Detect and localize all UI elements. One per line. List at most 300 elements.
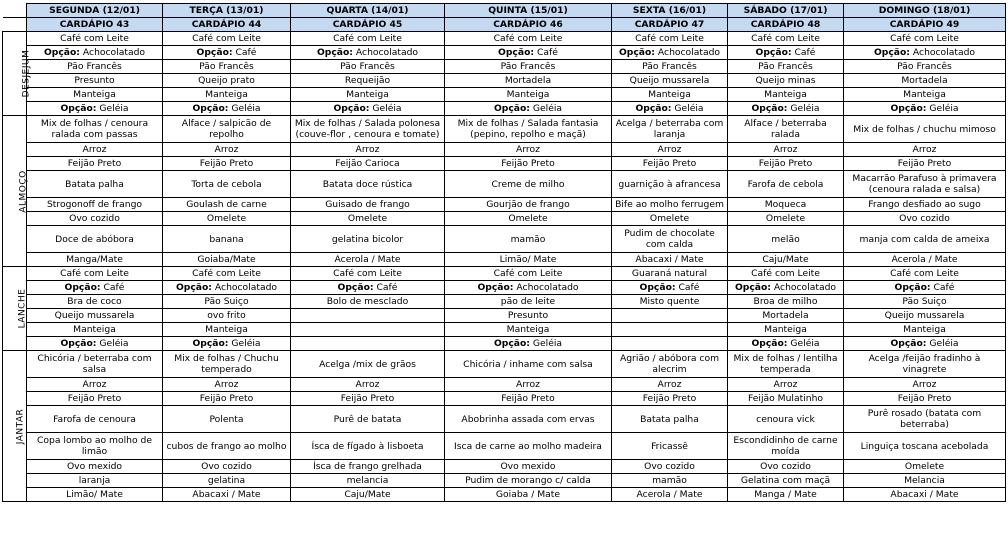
option-value: Achocolatado — [909, 47, 976, 58]
menu-cell: Manteiga — [291, 88, 445, 102]
menu-row — [3, 392, 1006, 406]
menu-cell: Ísca de fígado à lisboeta — [291, 433, 445, 460]
option-label: Opção: — [751, 338, 788, 349]
option-value: Geléia — [926, 338, 959, 349]
menu-cell: Feijão Preto — [163, 392, 291, 406]
menu-cell: Pão Suiço — [163, 295, 291, 309]
menu-cell: Café com Leite — [27, 32, 163, 46]
menu-cell: Arroz — [445, 143, 612, 157]
menu-cell: Pão Francês — [163, 60, 291, 74]
menu-cell: cenoura vick — [728, 406, 844, 433]
menu-cell: Ovo cozido — [844, 212, 1006, 226]
menu-cell: Café com Leite — [27, 267, 163, 281]
menu-cell: Bolo de mesclado — [291, 295, 445, 309]
menu-cell — [728, 102, 844, 116]
menu-cell: Café com Leite — [728, 32, 844, 46]
menu-cell — [445, 281, 612, 295]
option-value: Café — [100, 282, 125, 293]
option-label: Opção: — [64, 282, 101, 293]
menu-cell: Escondidinho de carne moída — [728, 433, 844, 460]
menu-cell: Melancia — [844, 474, 1006, 488]
option-label: Opção: — [477, 282, 514, 293]
option-value: Achocolatado — [513, 282, 579, 293]
menu-cell: Strogonoff de frango — [27, 198, 163, 212]
menu-cell — [445, 102, 612, 116]
option-label: Opção: — [192, 338, 229, 349]
menu-cell: melancia — [291, 474, 445, 488]
menu-row — [3, 60, 1006, 74]
header-corner — [3, 4, 27, 18]
menu-cell: Mix de folhas / Chuchu temperado — [163, 351, 291, 378]
menu-cell: Presunto — [27, 74, 163, 88]
menu-cell — [612, 323, 728, 337]
menu-number-header: CARDÁPIO 46 — [445, 18, 612, 32]
menu-cell — [163, 337, 291, 351]
option-value: Café — [373, 282, 398, 293]
option-label: Opção: — [873, 47, 910, 58]
menu-row — [3, 267, 1006, 281]
menu-cell: Café com Leite — [445, 32, 612, 46]
menu-cell: Acerola / Mate — [612, 488, 728, 502]
menu-row — [3, 295, 1006, 309]
menu-cell: Omelete — [163, 212, 291, 226]
menu-cell — [163, 46, 291, 60]
menu-cell: Mix de folhas / Salada fantasia (pepino, repolho e maçã) — [445, 116, 612, 143]
menu-cell: Feijão Preto — [163, 157, 291, 171]
menu-cell: Abobrinha assada com ervas — [445, 406, 612, 433]
option-label: Opção: — [333, 103, 370, 114]
menu-cell — [27, 281, 163, 295]
menu-row — [3, 116, 1006, 143]
menu-number-header: CARDÁPIO 47 — [612, 18, 728, 32]
menu-cell: Queijo mussarela — [27, 309, 163, 323]
menu-cell: Agrião / abóbora com alecrim — [612, 351, 728, 378]
menu-cell: Moqueca — [728, 198, 844, 212]
menu-cell: Chicória / inhame com salsa — [445, 351, 612, 378]
menu-cell: Pudim de morango c/ calda — [445, 474, 612, 488]
menu-cell: Farofa de cebola — [728, 171, 844, 198]
menu-cell — [844, 102, 1006, 116]
menu-cell: Manga / Mate — [728, 488, 844, 502]
option-value: Achocolatado — [654, 47, 721, 58]
menu-cell: Pão Francês — [291, 60, 445, 74]
option-label: Opção: — [43, 47, 80, 58]
meal-section-text: JANTAR — [15, 408, 26, 444]
menu-cell — [728, 281, 844, 295]
menu-cell: Torta de cebola — [163, 171, 291, 198]
menu-row — [3, 88, 1006, 102]
menu-row — [3, 309, 1006, 323]
menu-cell: Manteiga — [728, 323, 844, 337]
menu-cell: Feijão Carioca — [291, 157, 445, 171]
menu-cell: Requeijão — [291, 74, 445, 88]
menu-cell: Ovo mexido — [445, 460, 612, 474]
menu-cell: Manteiga — [728, 88, 844, 102]
menu-cell: Omelete — [612, 212, 728, 226]
menu-cell: Arroz — [27, 143, 163, 157]
option-value: Café — [791, 47, 816, 58]
menu-cell: Alface / beterraba ralada — [728, 116, 844, 143]
menu-cell — [291, 281, 445, 295]
header-corner — [3, 18, 27, 32]
menu-cell: Queijo mussarela — [844, 309, 1006, 323]
menu-cell: Isca de carne ao molho madeira — [445, 433, 612, 460]
option-label: Opção: — [734, 282, 771, 293]
menu-cell: guarnição à afrancesa — [612, 171, 728, 198]
option-label: Opção: — [316, 47, 353, 58]
menu-cell: Arroz — [612, 143, 728, 157]
menu-cell: Mix de folhas / Salada polonesa (couve-flor , cenoura e tomate) — [291, 116, 445, 143]
menu-cell: Pão Francês — [445, 60, 612, 74]
menu-cell: Arroz — [163, 143, 291, 157]
menu-cell: Frango desfiado ao sugo — [844, 198, 1006, 212]
menu-row — [3, 143, 1006, 157]
menu-cell: Omelete — [844, 460, 1006, 474]
menu-row — [3, 212, 1006, 226]
menu-cell: Mortadela — [728, 309, 844, 323]
option-value: Geléia — [529, 338, 563, 349]
menu-cell: Manteiga — [163, 323, 291, 337]
option-value: Café — [534, 47, 558, 58]
menu-cell: Misto quente — [612, 295, 728, 309]
menu-cell: Broa de milho — [728, 295, 844, 309]
menu-row — [3, 433, 1006, 460]
menu-cell — [728, 46, 844, 60]
menu-cell: Omelete — [728, 212, 844, 226]
option-value: Geléia — [787, 338, 820, 349]
menu-cell: Pão Francês — [844, 60, 1006, 74]
menu-cell: Feijão Preto — [844, 157, 1006, 171]
option-value: Geléia — [228, 338, 261, 349]
day-header: DOMINGO (18/01) — [844, 4, 1006, 18]
option-value: Geléia — [228, 103, 261, 114]
meal-section-label — [3, 116, 27, 267]
menu-cell: Mortadela — [445, 74, 612, 88]
menu-cell: Guaraná natural — [612, 267, 728, 281]
option-value: Geléia — [369, 103, 402, 114]
option-label: Opção: — [60, 338, 97, 349]
meal-section-label — [3, 267, 27, 351]
menu-cell: Manteiga — [27, 88, 163, 102]
menu-row — [3, 157, 1006, 171]
menu-cell: Feijão Preto — [728, 157, 844, 171]
option-label: Opção: — [894, 282, 931, 293]
menu-cell: Goiaba/Mate — [163, 253, 291, 267]
menu-number-header: CARDÁPIO 43 — [27, 18, 163, 32]
menu-cell: laranja — [27, 474, 163, 488]
menu-cell: Feijão Preto — [445, 157, 612, 171]
menu-cell: Mix de folhas / lentilha temperada — [728, 351, 844, 378]
menu-cell: Pudim de chocolate com calda — [612, 226, 728, 253]
menu-cell: Feijão Preto — [612, 392, 728, 406]
menu-cell: Farofa de cenoura — [27, 406, 163, 433]
option-label: Opção: — [498, 47, 535, 58]
menu-row — [3, 74, 1006, 88]
menu-row — [3, 102, 1006, 116]
menu-cell: cubos de frango ao molho — [163, 433, 291, 460]
menu-cell: Queijo prato — [163, 74, 291, 88]
day-header: QUARTA (14/01) — [291, 4, 445, 18]
menu-cell: Purê rosado (batata com beterraba) — [844, 406, 1006, 433]
menu-cell: Pão Francês — [728, 60, 844, 74]
menu-cell: Queijo minas — [728, 74, 844, 88]
menu-cell: manja com calda de ameixa — [844, 226, 1006, 253]
menu-cell: Ovo cozido — [728, 460, 844, 474]
day-header: SÁBADO (17/01) — [728, 4, 844, 18]
option-value: Geléia — [96, 103, 129, 114]
menu-cell: gelatina — [163, 474, 291, 488]
menu-cell: Queijo mussarela — [612, 74, 728, 88]
menu-cell: Arroz — [445, 378, 612, 392]
menu-row — [3, 351, 1006, 378]
menu-cell: Caju/Mate — [728, 253, 844, 267]
menu-cell: Manteiga — [445, 88, 612, 102]
menu-cell: banana — [163, 226, 291, 253]
option-value: Geléia — [787, 103, 820, 114]
menu-cell: Gelatina com maçã — [728, 474, 844, 488]
day-header: TERÇA (13/01) — [163, 4, 291, 18]
menu-cell: Fricassê — [612, 433, 728, 460]
menu-cell: Doce de abóbora — [27, 226, 163, 253]
option-label: Opção: — [493, 103, 530, 114]
menu-cell: Manteiga — [445, 323, 612, 337]
menu-row — [3, 488, 1006, 502]
option-label: Opção: — [890, 103, 927, 114]
menu-cell — [163, 102, 291, 116]
menu-cell: Mortadela — [844, 74, 1006, 88]
menu-cell: Ísca de frango grelhada — [291, 460, 445, 474]
menu-cell — [291, 102, 445, 116]
menu-cell — [612, 102, 728, 116]
menu-cell: Arroz — [27, 378, 163, 392]
menu-number-header: CARDÁPIO 45 — [291, 18, 445, 32]
menu-cell: Manteiga — [844, 88, 1006, 102]
menu-cell — [612, 337, 728, 351]
option-value: Achocolatado — [79, 47, 146, 58]
menu-cell: Arroz — [291, 143, 445, 157]
menu-cell — [612, 46, 728, 60]
weekly-menu-table — [2, 3, 1006, 502]
menu-cell: Acerola / Mate — [291, 253, 445, 267]
menu-row — [3, 46, 1006, 60]
menu-cell: Linguiça toscana acebolada — [844, 433, 1006, 460]
menu-row — [3, 474, 1006, 488]
menu-cell: Presunto — [445, 309, 612, 323]
menu-cell: Omelete — [445, 212, 612, 226]
menu-cell: Copa lombo ao molho de limão — [27, 433, 163, 460]
menu-cell — [27, 337, 163, 351]
menu-cell: Pão Francês — [27, 60, 163, 74]
day-header-row — [3, 4, 1006, 18]
menu-cell: Arroz — [728, 378, 844, 392]
menu-cell: Bife ao molho ferrugem — [612, 198, 728, 212]
menu-cell: Caju/Mate — [291, 488, 445, 502]
menu-row — [3, 460, 1006, 474]
menu-cell — [445, 46, 612, 60]
menu-cell — [844, 337, 1006, 351]
menu-cell: Arroz — [844, 143, 1006, 157]
menu-cell: Creme de milho — [445, 171, 612, 198]
meal-section-text: LANCHE — [17, 288, 28, 329]
menu-number-row — [3, 18, 1006, 32]
menu-cell: Manga/Mate — [27, 253, 163, 267]
option-label: Opção: — [337, 282, 374, 293]
menu-row — [3, 323, 1006, 337]
menu-cell: Manteiga — [844, 323, 1006, 337]
menu-row — [3, 32, 1006, 46]
meal-section-label — [3, 351, 27, 502]
menu-cell: Feijão Preto — [612, 157, 728, 171]
menu-cell: Gourjão de frango — [445, 198, 612, 212]
menu-row — [3, 253, 1006, 267]
option-value: Café — [675, 282, 700, 293]
menu-cell: Pão Francês — [612, 60, 728, 74]
menu-cell — [844, 46, 1006, 60]
option-value: Achocolatado — [352, 47, 419, 58]
menu-cell: Café com Leite — [612, 32, 728, 46]
menu-cell: Acelga / beterraba com laranja — [612, 116, 728, 143]
menu-cell: Feijão Preto — [27, 392, 163, 406]
menu-cell — [27, 102, 163, 116]
day-header: SEXTA (16/01) — [612, 4, 728, 18]
menu-cell — [163, 281, 291, 295]
option-label: Opção: — [755, 47, 792, 58]
menu-cell: Arroz — [844, 378, 1006, 392]
option-value: Geléia — [671, 103, 704, 114]
menu-cell — [844, 281, 1006, 295]
option-label: Opção: — [192, 103, 229, 114]
menu-number-header: CARDÁPIO 44 — [163, 18, 291, 32]
option-label: Opção: — [635, 103, 672, 114]
menu-cell: Omelete — [291, 212, 445, 226]
menu-cell — [291, 323, 445, 337]
menu-cell: Café com Leite — [844, 267, 1006, 281]
menu-cell: Limão/ Mate — [27, 488, 163, 502]
option-value: Café — [930, 282, 955, 293]
menu-cell — [612, 309, 728, 323]
menu-cell: Ovo cozido — [27, 212, 163, 226]
menu-row — [3, 226, 1006, 253]
menu-cell: Purê de batata — [291, 406, 445, 433]
menu-cell: Macarrão Parafuso à primavera (cenoura ralada e salsa) — [844, 171, 1006, 198]
menu-cell: Abacaxi / Mate — [844, 488, 1006, 502]
menu-cell: Batata palha — [612, 406, 728, 433]
menu-cell: Alface / salpicão de repolho — [163, 116, 291, 143]
option-label: Opção: — [196, 47, 233, 58]
day-header: QUINTA (15/01) — [445, 4, 612, 18]
menu-cell: Acerola / Mate — [844, 253, 1006, 267]
menu-cell: Manteiga — [163, 88, 291, 102]
menu-cell: Café com Leite — [844, 32, 1006, 46]
menu-row — [3, 406, 1006, 433]
menu-cell: Feijão Preto — [291, 392, 445, 406]
option-value: Geléia — [529, 103, 563, 114]
menu-cell — [612, 281, 728, 295]
menu-cell: Ovo cozido — [612, 460, 728, 474]
menu-cell: Arroz — [163, 378, 291, 392]
menu-row — [3, 281, 1006, 295]
menu-cell: Café com Leite — [445, 267, 612, 281]
meal-section-text: ALMOÇO — [18, 169, 29, 213]
menu-cell: gelatina bicolor — [291, 226, 445, 253]
menu-cell: Chicória / beterraba com salsa — [27, 351, 163, 378]
menu-cell: Batata palha — [27, 171, 163, 198]
menu-cell — [27, 46, 163, 60]
option-label: Opção: — [618, 47, 655, 58]
menu-cell: Manteiga — [612, 88, 728, 102]
menu-cell — [445, 337, 612, 351]
menu-cell: Guisado de frango — [291, 198, 445, 212]
menu-cell — [728, 337, 844, 351]
menu-row — [3, 171, 1006, 198]
menu-cell — [291, 46, 445, 60]
option-value: Geléia — [926, 103, 959, 114]
option-label: Opção: — [493, 338, 530, 349]
menu-cell: Abacaxi / Mate — [612, 253, 728, 267]
option-value: Achocolatado — [770, 282, 837, 293]
option-label: Opção: — [751, 103, 788, 114]
option-label: Opção: — [639, 282, 676, 293]
menu-body — [3, 32, 1006, 502]
menu-cell: Mix de folhas / cenoura ralada com passas — [27, 116, 163, 143]
menu-cell: Feijão Preto — [27, 157, 163, 171]
menu-number-header: CARDÁPIO 48 — [728, 18, 844, 32]
menu-cell: Feijão Preto — [844, 392, 1006, 406]
menu-cell: Ovo cozido — [163, 460, 291, 474]
option-label: Opção: — [175, 282, 212, 293]
menu-cell: Goulash de carne — [163, 198, 291, 212]
menu-row — [3, 337, 1006, 351]
option-value: Achocolatado — [211, 282, 278, 293]
menu-cell: Arroz — [612, 378, 728, 392]
day-header: SEGUNDA (12/01) — [27, 4, 163, 18]
menu-cell: Bra de coco — [27, 295, 163, 309]
menu-cell — [291, 309, 445, 323]
menu-cell: Acelga /mix de grãos — [291, 351, 445, 378]
menu-cell: Café com Leite — [728, 267, 844, 281]
menu-cell: melão — [728, 226, 844, 253]
menu-cell: pão de leite — [445, 295, 612, 309]
meal-section-text: DESJEJUM — [21, 49, 32, 98]
menu-cell: Pão Suiço — [844, 295, 1006, 309]
menu-cell: Polenta — [163, 406, 291, 433]
menu-cell: Arroz — [728, 143, 844, 157]
menu-row — [3, 378, 1006, 392]
menu-cell: Manteiga — [27, 323, 163, 337]
menu-row — [3, 198, 1006, 212]
menu-cell: Mix de folhas / chuchu mimoso — [844, 116, 1006, 143]
option-value: Café — [232, 47, 257, 58]
menu-cell: Café com Leite — [163, 267, 291, 281]
menu-number-header: CARDÁPIO 49 — [844, 18, 1006, 32]
option-label: Opção: — [890, 338, 927, 349]
menu-cell: mamão — [612, 474, 728, 488]
menu-cell: Café com Leite — [291, 32, 445, 46]
menu-cell: Feijão Mulatinho — [728, 392, 844, 406]
menu-cell: Ovo mexido — [27, 460, 163, 474]
menu-cell: Abacaxi / Mate — [163, 488, 291, 502]
option-value: Geléia — [96, 338, 129, 349]
menu-cell — [291, 337, 445, 351]
option-label: Opção: — [60, 103, 97, 114]
menu-cell: mamão — [445, 226, 612, 253]
menu-cell: Arroz — [291, 378, 445, 392]
menu-cell: Batata doce rústica — [291, 171, 445, 198]
menu-cell: Acelga /feijão fradinho à vinagrete — [844, 351, 1006, 378]
menu-cell: Café com Leite — [291, 267, 445, 281]
menu-cell: ovo frito — [163, 309, 291, 323]
menu-cell: Limão/ Mate — [445, 253, 612, 267]
